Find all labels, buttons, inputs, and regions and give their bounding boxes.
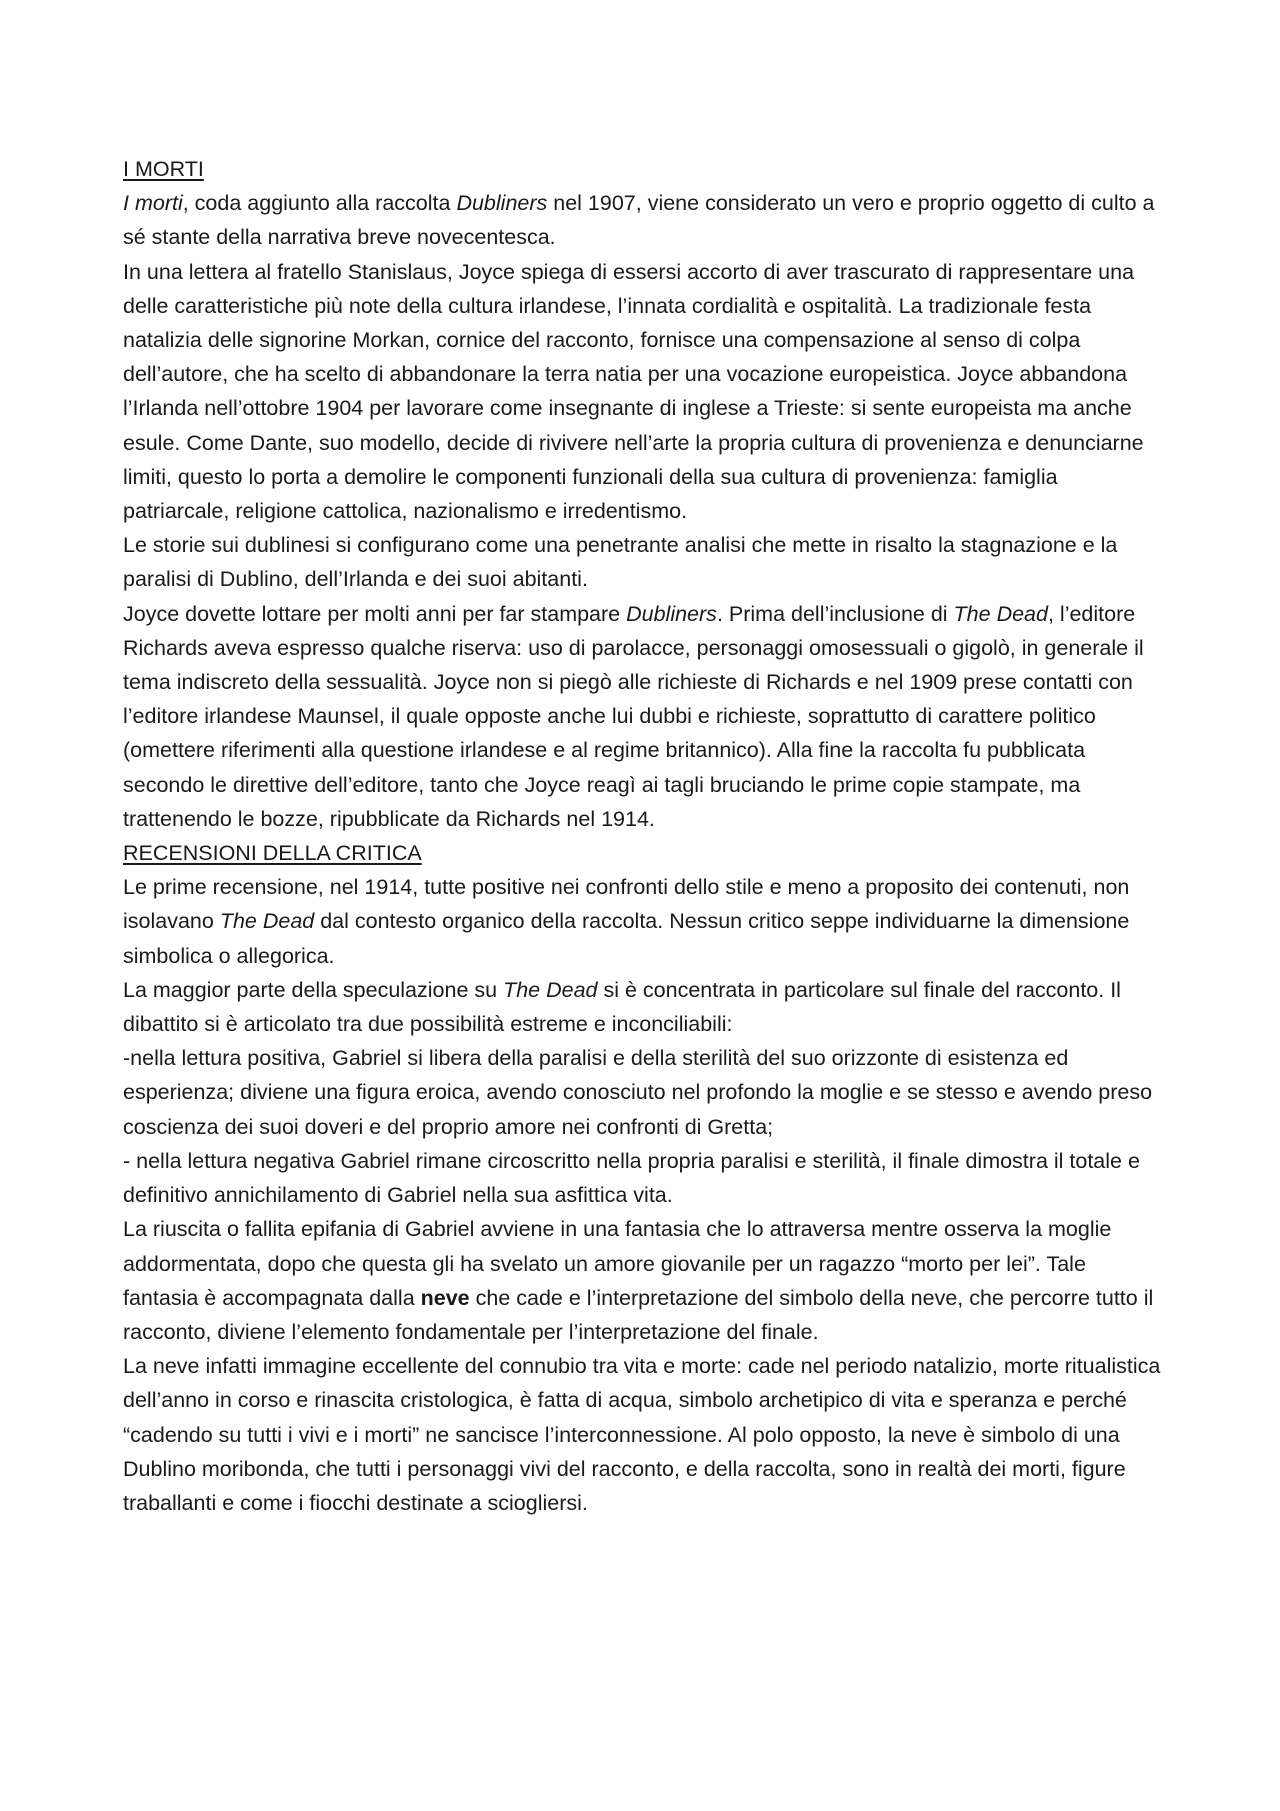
text-run: , coda aggiunto alla raccolta [182,191,457,216]
paragraph-publication-history [123,597,1163,836]
section-heading-recensioni: RECENSIONI DELLA CRITICA [123,841,422,866]
text-run: Joyce dovette lottare per molti anni per far stampare [123,601,627,626]
paragraph-snow-symbol: La neve infatti immagine eccellente del connubio tra vita e morte: cade nel periodo natalizio, morte ritualistica dell’anno in corso e rinascita cristologica, è fatta di acqua, simbolo archetipico di vita e speranza e perché “cadendo su tutti i vivi e i morti” ne sancisce l’interconnessione. Al polo opposto, la neve è simbolo di una Dublino moribonda, che tutti i personaggi vivi del racconto, e della raccolta, sono in realtà dei morti, figure traballanti e come i fiocchi destinate a sciogliersi. [123,1354,1161,1515]
italic-text: The Dead [953,601,1048,626]
text-run: , l’editore Richards aveva espresso qualche riserva: uso di parolacce, personaggi omosessuali o gigolò, in generale il tema indiscreto della sessualità. Joyce non si piegò alle richieste di Richards e nel 1909 prese contatti con l’editore irlandese Maunsel, il quale opposte anche lui dubbi e richieste, soprattutto di carattere politico (omettere riferimenti alla questione irlandese e al regime britannico). Alla fine la raccolta fu pubblicata secondo le direttive dell’editore, tanto che Joyce reagì ai tagli bruciando le prime copie stampate, ma trattenendo le bozze, ripubblicate da Richards nel 1914. [123,601,1144,831]
text-run: . Prima dell’inclusione di [716,601,954,626]
text-run: nel 1907, viene considerato un vero e proprio oggetto di culto a sé stante della narrativa breve novecentesca. [123,191,1155,250]
paragraph-speculation [123,973,1163,1041]
text-run: che cade e l’interpretazione del simbolo della neve, che percorre tutto il racconto, diviene l’elemento fondamentale per l’interpretazione del finale. [123,1285,1154,1344]
italic-text: Dubliners [626,601,717,626]
paragraph-dublinesi: Le storie sui dublinesi si configurano come una penetrante analisi che mette in risalto la stagnazione e la paralisi di Dublino, dell’Irlanda e dei suoi abitanti. [123,533,1118,592]
italic-text: The Dead [219,909,315,934]
document-page [123,152,1163,1520]
paragraph-intro [123,186,1163,254]
text-run: La maggior parte della speculazione su [123,977,504,1002]
paragraph-positive-reading: -nella lettura positiva, Gabriel si libera della paralisi e della sterilità del suo orizzonte di esistenza ed esperienza; diviene una figura eroica, avendo conosciuto nel profondo la moglie e se stesso e avendo preso coscienza dei suoi doveri e del proprio amore nei confronti di Gretta; [123,1046,1153,1139]
italic-text: I morti [123,191,183,216]
paragraph-first-reviews [123,870,1163,973]
text-run: dal contesto organico della raccolta. Nessun critico seppe individuarne la dimensione simbolica o allegorica. [123,909,1130,968]
bold-text: neve [420,1285,470,1310]
text-run: si è concentrata in particolare sul finale del racconto. Il dibattito si è articolato tra due possibilità estreme e inconciliabili: [123,977,1121,1037]
paragraph-negative-reading: - nella lettura negativa Gabriel rimane circoscritto nella propria paralisi e sterilità, il finale dimostra il totale e definitivo annichilamento di Gabriel nella sua asfittica vita. [123,1148,1140,1208]
section-heading-i-morti: I MORTI [123,157,204,181]
paragraph-letter-stanislaus: In una lettera al fratello Stanislaus, Joyce spiega di essersi accorto di aver trascurato di rappresentare una delle caratteristiche più note della cultura irlandese, l’innata cordialità e ospitalità. La tradizionale festa natalizia delle signorine Morkan, cornice del racconto, fornisce una compensazione al senso di colpa dell’autore, che ha scelto di abbandonare la terra natia per una vocazione europeistica. Joyce abbandona l’Irlanda nell’ottobre 1904 per lavorare come insegnante di inglese a Trieste: si sente europeista ma anche esule. Come Dante, suo modello, decide di rivivere nell’arte la propria cultura di provenienza e denunciarne limiti, questo lo porta a demolire le componenti funzionali della sua cultura di provenienza: famiglia patriarcale, religione cattolica, nazionalismo e irredentismo. [123,259,1144,524]
text-run: Le prime recensione, nel 1914, tutte positive nei confronti dello stile e meno a proposito dei contenuti, non isolavano [123,875,1130,934]
italic-text: Dubliners [456,191,548,216]
italic-text: The Dead [503,977,598,1002]
paragraph-epiphany [123,1212,1163,1349]
text-run: La riuscita o fallita epifania di Gabriel avviene in una fantasia che lo attraversa mentre osserva la moglie addormentata, dopo che questa gli ha svelato un amore giovanile per un ragazzo “morto per lei”. Tale fantasia è accompagnata dalla [123,1217,1112,1310]
